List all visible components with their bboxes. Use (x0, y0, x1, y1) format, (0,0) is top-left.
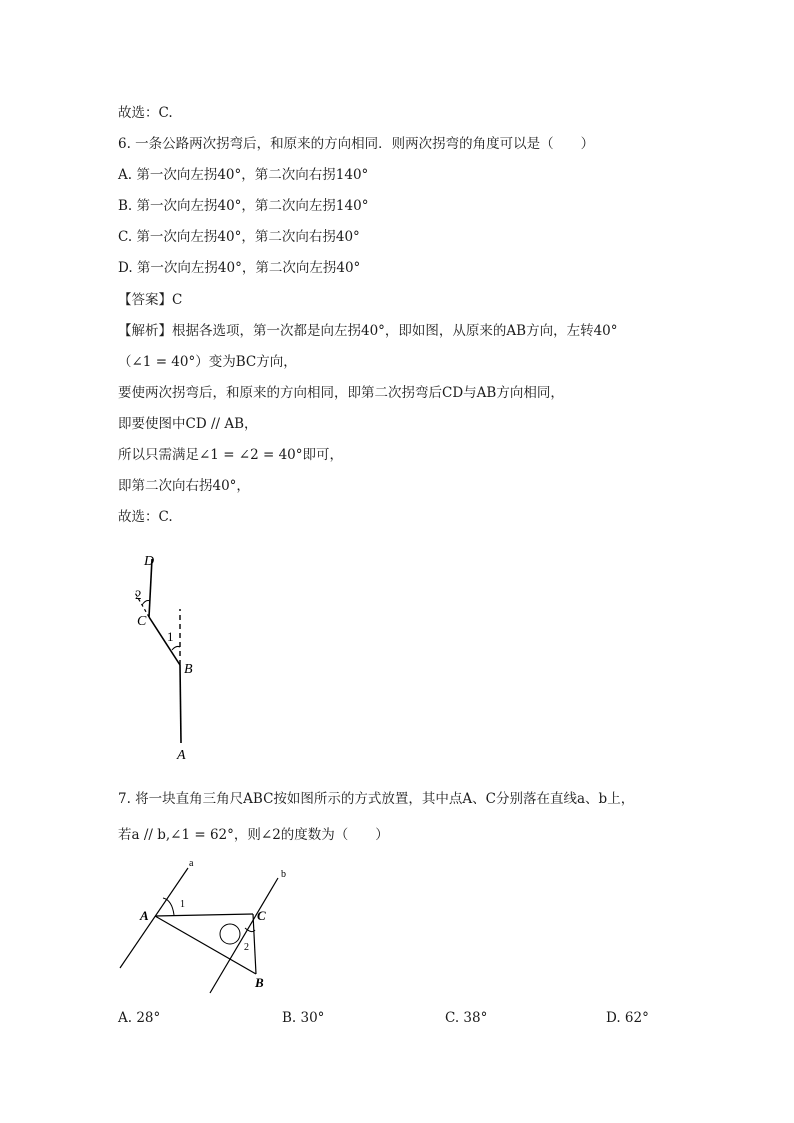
q6-option-a: A. 第一次向左拐40°，第二次向右拐140° (118, 167, 369, 183)
q6-analysis-line-3: 要使两次拐弯后，和原来的方向相同，即第二次拐弯后CD与AB方向相同， (118, 385, 564, 401)
q6-option-c: C. 第一次向左拐40°，第二次向右拐40° (118, 229, 360, 245)
q7-option-c: C. 38° (445, 1010, 488, 1026)
line-a-label: a (189, 858, 194, 869)
q6-analysis-line-1: 【解析】根据各选项，第一次都是向左拐40°，即如图，从原来的AB方向，左转40° (118, 323, 618, 339)
line-b-label: b (281, 869, 286, 880)
segment-ab (180, 665, 181, 743)
point-b-label: B (184, 662, 193, 677)
side-cb (253, 914, 256, 974)
point-b-label: B (255, 975, 264, 990)
q6-analysis-line-7: 故选：C. (118, 509, 173, 525)
point-a-label: A (140, 908, 149, 923)
line-a (120, 868, 188, 968)
point-c-label: C (257, 908, 266, 923)
angle-2-label: 2 (244, 942, 249, 953)
point-c-label: C (137, 614, 147, 629)
prev-answer: 故选：C. (118, 105, 173, 121)
angle-1-label: 1 (167, 629, 174, 644)
q6-option-d: D. 第一次向左拐40°，第二次向左拐40° (118, 260, 361, 276)
q7-option-d: D. 62° (606, 1010, 649, 1026)
q6-answer: 【答案】C (118, 292, 183, 308)
angle-2-label: 2 (135, 587, 142, 602)
q6-stem: 6. 一条公路两次拐弯后，和原来的方向相同．则两次拐弯的角度可以是（ ） (118, 136, 595, 152)
angle-1-arc (163, 898, 174, 915)
point-d-label: D (144, 554, 155, 569)
q6-analysis-line-4: 即要使图中CD // AB， (118, 416, 258, 432)
point-a-label: A (177, 748, 186, 763)
q7-option-a: A. 28° (118, 1010, 161, 1026)
side-ab (155, 916, 256, 974)
q7-stem-line-1: 7. 将一块直角三角尺ABC按如图所示的方式放置，其中点A、C分别落在直线a、b上， (118, 791, 635, 807)
side-ac (155, 914, 253, 916)
triangle-hole (220, 924, 240, 944)
angle-1-label: 1 (180, 899, 185, 910)
q7-triangle-figure (110, 850, 310, 1000)
angle-2-arc (142, 601, 150, 606)
segment-bc (149, 617, 180, 665)
q6-road-figure (120, 545, 220, 770)
q6-analysis-line-2: （∠1 = 40°）变为BC方向， (118, 354, 297, 370)
angle-1-arc (172, 646, 180, 650)
q6-analysis-line-6: 即第二次向右拐40°， (118, 478, 250, 494)
q6-option-b: B. 第一次向左拐40°，第二次向左拐140° (118, 198, 369, 214)
q6-analysis-line-5: 所以只需满足∠1 = ∠2 = 40°即可， (118, 447, 344, 463)
q7-stem-line-2: 若a // b,∠1 = 62°，则∠2的度数为（ ） (118, 827, 389, 843)
q7-option-b: B. 30° (282, 1010, 325, 1026)
